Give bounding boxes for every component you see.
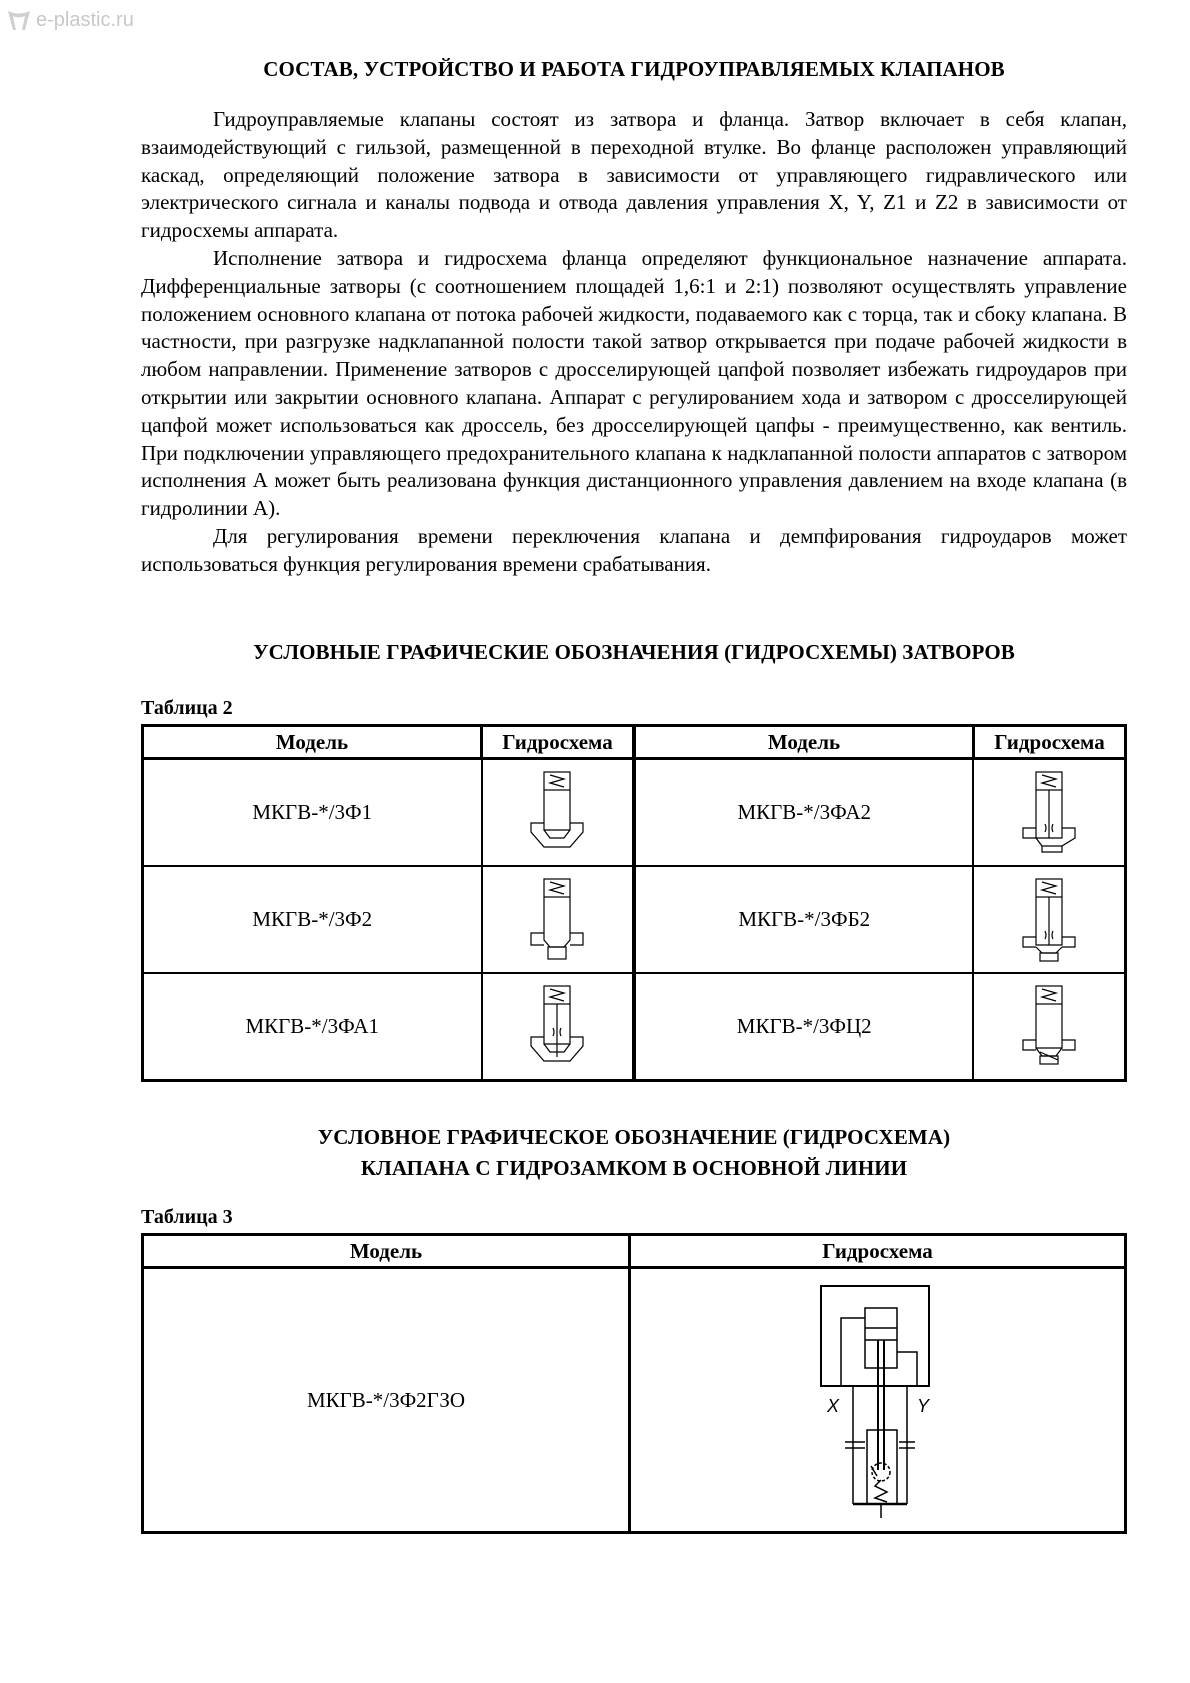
table-row (143, 759, 1126, 867)
table-row (143, 1268, 1126, 1533)
table2-header-scheme-1: Гидросхема (482, 726, 634, 759)
poppet-damped-icon (1019, 982, 1079, 1072)
table2-caption: Таблица 2 (141, 697, 233, 719)
section2-title: УСЛОВНЫЕ ГРАФИЧЕСКИЕ ОБОЗНАЧЕНИЯ (ГИДРОСХЕМЫ) ЗАТВОРОВ (253, 640, 1015, 664)
watermark (6, 8, 134, 32)
paragraph-3: Для регулирования времени переключения клапана и демпфирования гидроударов может использоваться функция регулирования времени срабатывания. (141, 523, 1127, 576)
section1-body (141, 106, 1127, 579)
port-x-label: X (826, 1396, 839, 1416)
table2-header-model-1: Модель (143, 726, 482, 759)
model-cell: МКГВ-*/3Ф1 (143, 759, 482, 867)
model-cell: МКГВ-*/3ФЦ2 (634, 973, 974, 1081)
model-cell: МКГВ-*/3ФА1 (143, 973, 482, 1081)
model-cell: МКГВ-*/3Ф2ГЗО (143, 1268, 630, 1533)
table2-header-row (143, 726, 1126, 759)
poppet-flat-icon (527, 875, 587, 965)
table2-header-model-2: Модель (634, 726, 974, 759)
section3-title (141, 1122, 1127, 1184)
paragraph-1: Гидроуправляемые клапаны состоят из затвора и фланца. Затвор включает в себя клапан, взаимодействующий с гильзой, размещенной в переходной втулке. Во фланце расположен управляющий каскад, определяющий положение затвора в зависимости от управляющего гидравлического или электрического сигнала и каналы подвода и отвода давления управления X, Y, Z1 и Z2 в зависимости от гидросхемы аппарата. (141, 107, 1127, 243)
table-row (143, 866, 1126, 973)
model-cell: МКГВ-*/3ФБ2 (634, 866, 974, 973)
section3-title-line2: КЛАПАНА С ГИДРОЗАМКОМ В ОСНОВНОЙ ЛИНИИ (360, 1156, 908, 1180)
poppet-throttle-side-icon (1019, 768, 1079, 858)
section3-title-line1: УСЛОВНОЕ ГРАФИЧЕСКОЕ ОБОЗНАЧЕНИЕ (ГИДРОСХЕМА) (317, 1125, 951, 1149)
table3-header-model: Модель (143, 1235, 630, 1268)
port-y-label: Y (916, 1396, 929, 1416)
hydraulic-lock-valve-icon (803, 1280, 953, 1520)
model-cell: МКГВ-*/3Ф2 (143, 866, 482, 973)
table3-header-scheme: Гидросхема (630, 1235, 1126, 1268)
paragraph-2: Исполнение затвора и гидросхема фланца определяют функциональное назначение аппарата. Дифференциальные затворы (с соотношением площадей 1,6:1 и 2:1) позволяют осуществлять управление положением основного клапана от потока рабочей жидкости, подаваемого как с торца, так и сбоку клапана. В частности, при разгрузке надклапанной полости такой затвор открывается при подаче рабочей жидкости в любом направлении. Применение затворов с дросселирующей цапфой позволяет избежать гидроударов при открытии или закрытии основного клапана. Аппарат с регулированием хода и затвором с дросселирующей цапфой может использоваться как дроссель, без дросселирующей цапфы - преимущественно, как вентиль. При подключении управляющего предохранительного клапана к надклапанной полости аппаратов с затвором исполнения А может быть реализована функция дистанционного управления давлением на входе клапана (в гидролинии А). (141, 245, 1127, 521)
section1-title: СОСТАВ, УСТРОЙСТВО И РАБОТА ГИДРОУПРАВЛЯЕМЫХ КЛАПАНОВ (263, 57, 1005, 81)
table3-header-row (143, 1235, 1126, 1268)
poppet-cone-throttle-icon (527, 982, 587, 1072)
table3-caption: Таблица 3 (141, 1206, 233, 1228)
table2-header-scheme-2: Гидросхема (973, 726, 1125, 759)
poppet-cone-icon (527, 768, 587, 858)
table-3 (141, 1233, 1127, 1534)
poppet-throttle-flat-icon (1019, 875, 1079, 965)
e-plastic-logo-icon (6, 8, 32, 32)
watermark-text: e-plastic.ru (36, 8, 134, 31)
model-cell: МКГВ-*/3ФА2 (634, 759, 974, 867)
table-2 (141, 724, 1127, 1082)
table-row (143, 973, 1126, 1081)
